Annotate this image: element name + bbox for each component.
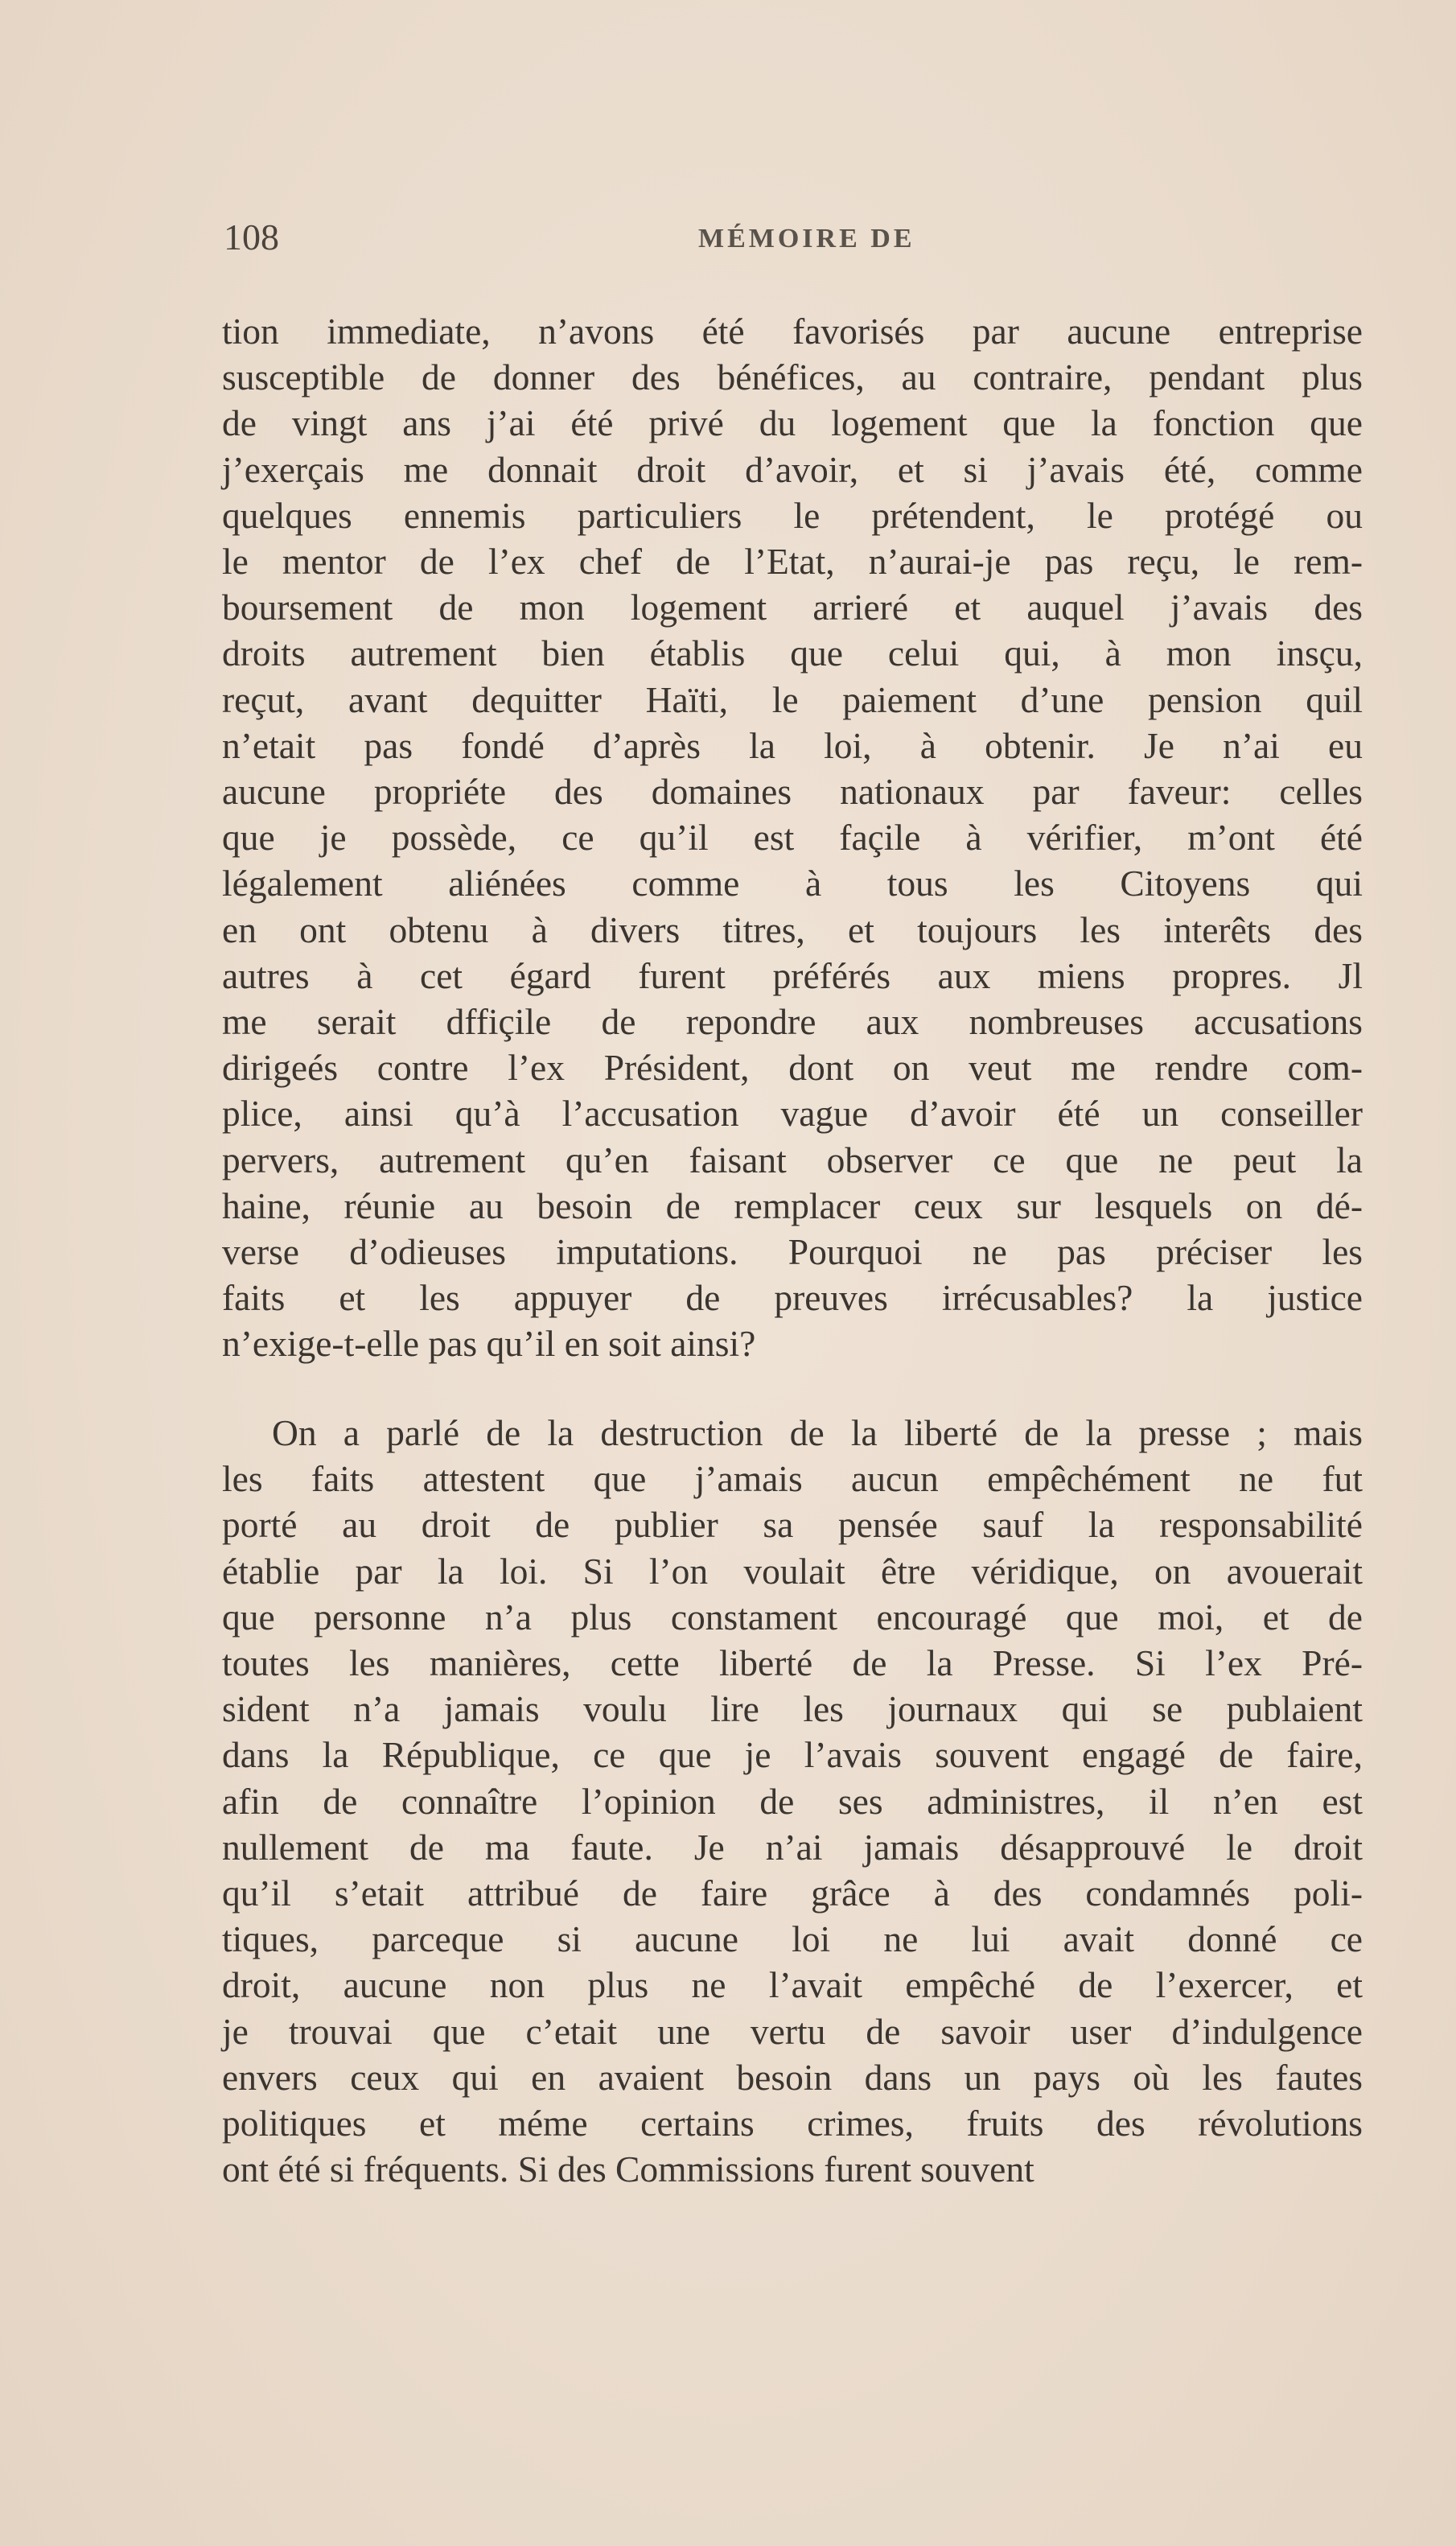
paragraph-1 bbox=[222, 308, 1363, 1367]
text-line: légalement aliénées comme à tous les Citoyens qui bbox=[222, 863, 1363, 904]
text-line: me serait dffiçile de repondre aux nombreuses accusations bbox=[222, 1001, 1363, 1043]
text-line: pervers, autrement qu’en faisant observer ce que ne peut la bbox=[222, 1139, 1363, 1180]
text-line: faits et les appuyer de preuves irrécusables? la justice bbox=[222, 1277, 1363, 1319]
text-line: plice, ainsi qu’à l’accusation vague d’avoir été un conseiller bbox=[222, 1093, 1363, 1135]
paragraph-2 bbox=[222, 1410, 1363, 2192]
text-line: porté au droit de publier sa pensée sauf la responsabilité bbox=[222, 1504, 1363, 1546]
text-line: nullement de ma faute. Je n’ai jamais désapprouvé le droit bbox=[222, 1826, 1363, 1868]
text-line: reçut, avant dequitter Haïti, le paiement d’une pension quil bbox=[222, 678, 1363, 720]
text-line: que personne n’a plus constament encouragé que moi, et de bbox=[222, 1596, 1363, 1638]
page-header bbox=[224, 216, 1358, 264]
text-line: les faits attestent que j’amais aucun empêchément ne fut bbox=[222, 1458, 1363, 1500]
text-line: ont été si fréquents. Si des Commissions furent souvent bbox=[222, 2148, 1034, 2190]
text-line: afin de connaître l’opinion de ses administres, il n’en est bbox=[222, 1780, 1363, 1822]
text-line: boursement de mon logement arrieré et auquel j’avais des bbox=[222, 587, 1363, 628]
text-line: dans la République, ce que je l’avais souvent engagé de faire, bbox=[222, 1734, 1363, 1776]
text-line: en ont obtenu à divers titres, et toujours les interêts des bbox=[222, 908, 1363, 950]
text-line: droits autrement bien établis que celui qui, à mon insçu, bbox=[222, 632, 1363, 674]
text-line: quelques ennemis particuliers le prétendent, le protégé ou bbox=[222, 494, 1363, 536]
text-line: je trouvai que c’etait une vertu de savoir user d’indulgence bbox=[222, 2010, 1363, 2052]
text-line: de vingt ans j’ai été privé du logement que la fonction que bbox=[222, 402, 1363, 444]
text-line: qu’il s’etait attribué de faire grâce à des condamnés poli- bbox=[222, 1872, 1363, 1914]
text-line: n’exige-t-elle pas qu’il en soit ainsi? bbox=[222, 1323, 756, 1365]
text-line: aucune propriéte des domaines nationaux par faveur: celles bbox=[222, 771, 1363, 813]
text-line: envers ceux qui en avaient besoin dans un pays où les fautes bbox=[222, 2056, 1363, 2098]
text-line: toutes les manières, cette liberté de la Presse. Si l’ex Pré- bbox=[222, 1642, 1363, 1684]
text-line: verse d’odieuses imputations. Pourquoi ne pas préciser les bbox=[222, 1231, 1363, 1273]
text-line: que je possède, ce qu’il est façile à vérifier, m’ont été bbox=[222, 817, 1363, 859]
text-line: le mentor de l’ex chef de l’Etat, n’aurai-je pas reçu, le rem- bbox=[222, 541, 1363, 583]
running-title: MÉMOIRE DE bbox=[698, 224, 915, 253]
text-line: susceptible de donner des bénéfices, au contraire, pendant plus bbox=[222, 356, 1363, 398]
text-line: j’exerçais me donnait droit d’avoir, et si j’avais été, comme bbox=[222, 448, 1363, 490]
text-line: politiques et méme certains crimes, fruits des révolutions bbox=[222, 2103, 1363, 2144]
text-line: On a parlé de la destruction de la liberté de la presse ; mais bbox=[272, 1412, 1363, 1453]
text-line: autres à cet égard furent préférés aux miens propres. Jl bbox=[222, 954, 1363, 996]
text-line: sident n’a jamais voulu lire les journaux qui se publaient bbox=[222, 1688, 1363, 1730]
text-line: établie par la loi. Si l’on voulait être véridique, on avouerait bbox=[222, 1550, 1363, 1592]
text-line: n’etait pas fondé d’après la loi, à obtenir. Je n’ai eu bbox=[222, 724, 1363, 766]
text-line: tion immediate, n’avons été favorisés par aucune entreprise bbox=[222, 311, 1363, 352]
text-line: dirigeés contre l’ex Président, dont on veut me rendre com- bbox=[222, 1047, 1363, 1089]
text-line: droit, aucune non plus ne l’avait empêché de l’exercer, et bbox=[222, 1964, 1363, 2006]
text-line: haine, réunie au besoin de remplacer ceux sur lesquels on dé- bbox=[222, 1184, 1363, 1226]
text-line: tiques, parceque si aucune loi ne lui avait donné ce bbox=[222, 1918, 1363, 1960]
page-number: 108 bbox=[224, 216, 279, 257]
